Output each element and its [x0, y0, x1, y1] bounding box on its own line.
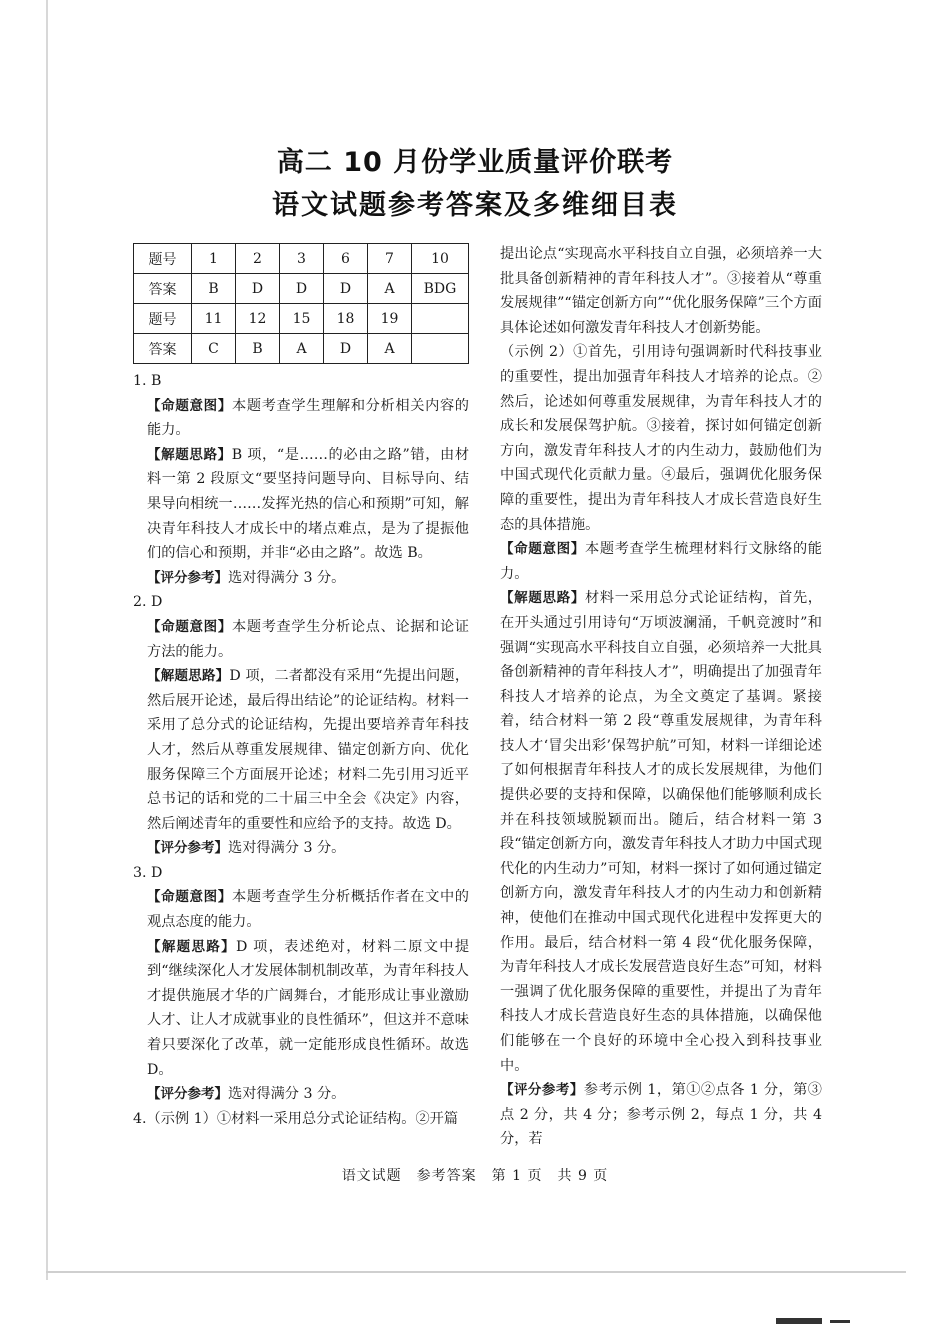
q3-intent: 【命题意图】本题考查学生分析概括作者在文中的观点态度的能力。: [147, 889, 469, 931]
intent-tag: 【命题意图】: [147, 618, 232, 635]
scan-mark: [776, 1318, 822, 1324]
q1-scoring: 【评分参考】选对得满分 3 分。: [147, 569, 346, 586]
table-row: [134, 244, 469, 274]
scoring-tag: 【评分参考】: [500, 1082, 584, 1099]
q1-answer: 1. B: [133, 373, 162, 389]
page-subtitle: 语文试题参考答案及多维细目表: [272, 190, 678, 221]
answer-table: [133, 243, 469, 364]
q2-answer: 2. D: [133, 594, 163, 611]
table-cell: 6: [324, 244, 368, 274]
q3-scoring: 【评分参考】选对得满分 3 分。: [147, 1086, 346, 1103]
left-column: [133, 369, 469, 1131]
scan-border-bottom: [46, 1271, 906, 1273]
table-cell: 题号: [134, 244, 192, 274]
table-cell: D: [324, 334, 368, 364]
q2-scoring: 【评分参考】选对得满分 3 分。: [147, 840, 346, 857]
table-cell: D: [236, 274, 280, 304]
q4-example1-start: 4.（示例 1）①材料一采用总分式论证结构。②开篇: [133, 1110, 459, 1127]
table-cell: A: [368, 274, 412, 304]
scoring-tag: 【评分参考】: [147, 569, 228, 586]
q4-scoring: 【评分参考】参考示例 1，第①②点各 1 分，第③点 2 分，共 4 分；参考示例 2，每点 1 分，共 4 分，若: [500, 1082, 822, 1148]
table-cell: B: [236, 334, 280, 364]
table-cell: 题号: [134, 304, 192, 334]
table-cell: [412, 304, 469, 334]
table-cell: 11: [192, 304, 236, 334]
table-cell: 10: [412, 244, 469, 274]
intent-tag: 【命题意图】: [500, 541, 585, 558]
table-cell: D: [280, 274, 324, 304]
table-cell: D: [324, 274, 368, 304]
table-cell: BDG: [412, 274, 469, 304]
intent-tag: 【命题意图】: [147, 397, 232, 414]
approach-tag: 【解题思路】: [147, 938, 236, 955]
right-column: [500, 242, 822, 1152]
page-title: 高二 10 月份学业质量评价联考: [276, 147, 674, 178]
table-cell: 18: [324, 304, 368, 334]
q2-approach: 【解题思路】D 项，二者都没有采用“先提出问题，然后展开论述，最后得出结论”的论证结构。材料一采用了总分式的论证结构，先提出要培养青年科技人才，然后从尊重发展规律、锚定创新方向、优化服务保障三个方面展开论述；材料二先引用习近平总书记的话和党的二十届三中全会《决定》内容，然后阐述青年的重要性和应给予的支持。故选 D。: [147, 668, 470, 832]
page-footer: 语文试题 参考答案 第 1 页 共 9 页: [341, 1168, 609, 1184]
q4-example1-cont: 提出论点“实现高水平科技自立自强，必须培养一大批具备创新精神的青年科技人才”。③接着从“尊重发展规律”“锚定创新方向”“优化服务保障”三个方面具体论述如何激发青年科技人才创新势能。: [500, 246, 822, 336]
scoring-tag: 【评分参考】: [147, 840, 228, 857]
table-cell: [412, 334, 469, 364]
q4-intent: 【命题意图】本题考查学生梳理材料行文脉络的能力。: [500, 541, 822, 582]
q3-approach: 【解题思路】D 项，表述绝对，材料二原文中提到“继续深化人才发展体制机制改革，为青年科技人才提供施展才华的广阔舞台，才能形成让事业激励人才、让人才成就事业的良性循环”，但这并不意味着只要深化了改革，就一定能形成良性循环。故选 D。: [147, 938, 470, 1078]
table-cell: A: [368, 334, 412, 364]
scoring-tag: 【评分参考】: [147, 1086, 228, 1103]
q4-approach: 【解题思路】材料一采用总分式论证结构，首先，在开头通过引用诗句“万顷波澜涌，千帆竞渡时”和强调“实现高水平科技自立自强，必须培养一大批具备创新精神的青年科技人才”，明确提出了加强青年科技人才培养的论点，为全文奠定了基调。紧接着，结合材料一第 2 段“尊重发展规律，为青年科技人才‘冒尖出彩’保驾护航”可知，材料一详细论述了如何根据青年科技人才的成长发展规律，为他们提供必要的支持和保障，以确保他们能够顺利成长并在科技领域脱颖而出。随后，结合材料一第 3 段“锚定创新方向，激发青年科技人才助力中国式现代化的内生动力”可知，材料一探讨了如何通过锚定创新方向，激发青年科技人才的内生动力和创新精神，使他们在推动中国式现代化进程中发挥更大的作用。最后，结合材料一第 4 段“优化服务保障，为青年科技人才成长发展营造良好生态”可知，材料一强调了优化服务保障的重要性，并提出了为青年科技人才成长营造良好生态的具体措施，以确保他们能够在一个良好的环境中全心投入到科技事业中。: [500, 590, 822, 1074]
q1-approach: 【解题思路】B 项，“是……的必由之路”错，由材料一第 2 段原文“要坚持问题导向、目标导向、结果导向相统一……发挥光热的信心和预期”可知，解决青年科技人才成长中的堵点难点，是为了提振他们的信心和预期，并非“必由之路”。故选 B。: [147, 446, 470, 562]
table-cell: 7: [368, 244, 412, 274]
table-cell: B: [192, 274, 236, 304]
table-cell: 3: [280, 244, 324, 274]
q3-answer: 3. D: [133, 864, 163, 881]
table-row: [134, 304, 469, 334]
table-cell: 答案: [134, 334, 192, 364]
q1-intent: 【命题意图】本题考查学生理解和分析相关内容的能力。: [147, 397, 469, 439]
table-cell: 2: [236, 244, 280, 274]
approach-tag: 【解题思路】: [500, 590, 585, 607]
table-row: [134, 274, 469, 304]
table-cell: C: [192, 334, 236, 364]
scan-mark: [830, 1320, 850, 1323]
table-cell: 答案: [134, 274, 192, 304]
table-cell: 12: [236, 304, 280, 334]
intent-tag: 【命题意图】: [147, 889, 232, 906]
table-cell: 15: [280, 304, 324, 334]
approach-tag: 【解题思路】: [147, 668, 230, 685]
table-cell: 19: [368, 304, 412, 334]
q4-example2: （示例 2）①首先，引用诗句强调新时代科技事业的重要性，提出加强青年科技人才培养的论点。②然后，论述如何尊重发展规律，为青年科技人才的成长和发展保驾护航。③接着，探讨如何锚定创新方向，激发青年科技人才的内生动力，鼓励他们为中国式现代化贡献力量。④最后，强调优化服务保障的重要性，提出为青年科技人才成长营造良好生态的具体措施。: [500, 344, 822, 533]
table-cell: A: [280, 334, 324, 364]
table-row: [134, 334, 469, 364]
table-cell: 1: [192, 244, 236, 274]
approach-tag: 【解题思路】: [147, 446, 232, 463]
q2-intent: 【命题意图】本题考查学生分析论点、论据和论证方法的能力。: [147, 618, 469, 660]
